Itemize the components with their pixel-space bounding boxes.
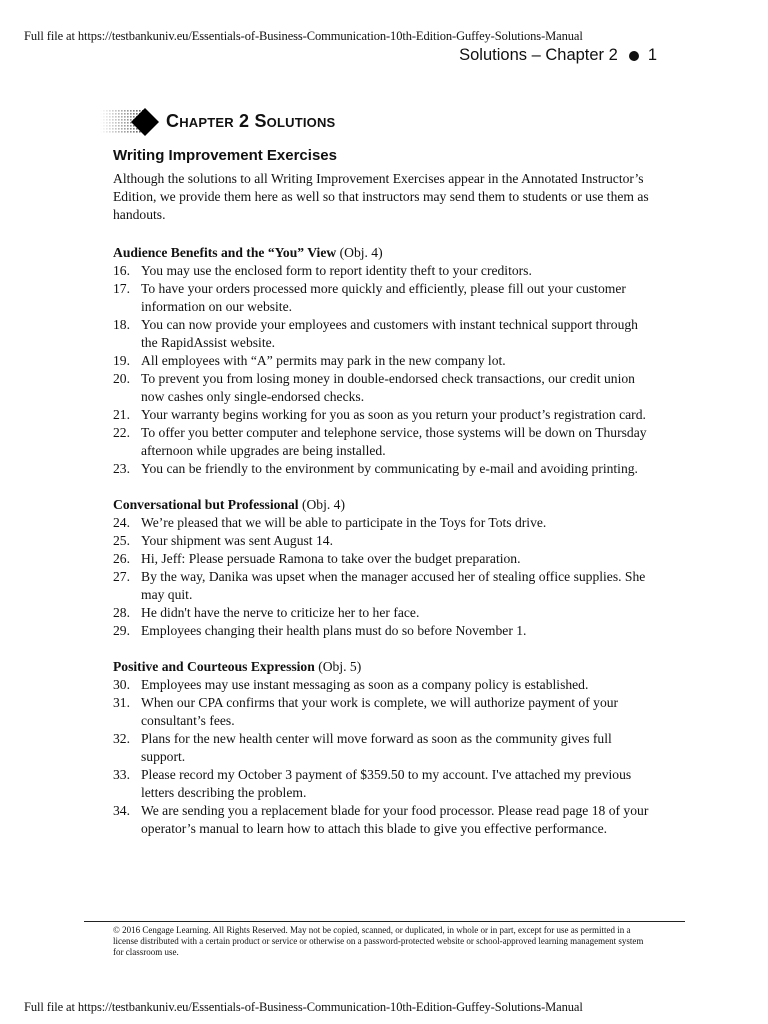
exercise-item (113, 550, 653, 568)
chapter-title: Chapter 2 Solutions (166, 110, 336, 131)
exercise-groups (113, 244, 653, 838)
exercise-number: 20. (113, 371, 130, 386)
source-url-header: Full file at https://testbankuniv.eu/Essentials-of-Business-Communication-10th-Edition-Guffey-Solutions-Manual (24, 29, 583, 43)
exercise-number: 29. (113, 623, 130, 638)
exercise-number: 31. (113, 695, 130, 710)
exercise-text: To prevent you from losing money in double-endorsed check transactions, our credit union now cashes only single-endorsed checks. (141, 371, 635, 404)
exercise-number: 32. (113, 731, 130, 746)
exercise-item (113, 568, 653, 604)
exercise-text: Employees may use instant messaging as soon as a company policy is established. (141, 677, 589, 692)
exercise-number: 23. (113, 461, 130, 476)
group-objective: (Obj. 4) (339, 245, 383, 260)
exercise-number: 25. (113, 533, 130, 548)
exercise-number: 19. (113, 353, 130, 368)
exercise-item (113, 316, 653, 352)
exercise-number: 17. (113, 281, 130, 296)
exercise-text: To have your orders processed more quickly and efficiently, please fill out your customer information on our website. (141, 281, 626, 314)
exercise-text: You can now provide your employees and customers with instant technical support through the RapidAssist website. (141, 317, 638, 350)
exercise-item (113, 730, 653, 766)
exercise-item (113, 352, 653, 370)
exercise-text: We’re pleased that we will be able to participate in the Toys for Tots drive. (141, 515, 547, 530)
exercise-number: 26. (113, 551, 130, 566)
exercise-text: To offer you better computer and telephone service, those systems will be down on Thursday afternoon while upgrades are being installed. (141, 425, 647, 458)
exercise-number: 21. (113, 407, 130, 422)
group-title (113, 244, 653, 262)
bullet-icon (629, 51, 639, 61)
exercise-number: 27. (113, 569, 130, 584)
running-head-label: Solutions – Chapter 2 (459, 46, 618, 64)
halftone-diamond-icon (100, 104, 160, 140)
group-title (113, 496, 653, 514)
group-title-text: Positive and Courteous Expression (113, 659, 315, 674)
exercise-number: 22. (113, 425, 130, 440)
page-number: 1 (647, 46, 657, 64)
exercise-item (113, 532, 653, 550)
exercise-number: 34. (113, 803, 130, 818)
exercise-item (113, 406, 653, 424)
exercise-number: 16. (113, 263, 130, 278)
exercise-text: Please record my October 3 payment of $359.50 to my account. I've attached my previous letters describing the problem. (141, 767, 632, 800)
exercise-item (113, 280, 653, 316)
group-title-text: Audience Benefits and the “You” View (113, 245, 337, 260)
exercise-group (113, 658, 653, 838)
exercise-number: 33. (113, 767, 130, 782)
exercise-text: When our CPA confirms that your work is complete, we will authorize payment of your consultant’s fees. (141, 695, 619, 728)
exercise-item (113, 694, 653, 730)
exercise-item (113, 460, 653, 478)
exercise-text: We are sending you a replacement blade for your food processor. Please read page 18 of your operator’s manual to learn how to attach this blade to give you effective performance. (141, 803, 649, 836)
group-title-text: Conversational but Professional (113, 497, 299, 512)
exercise-text: Your warranty begins working for you as soon as you return your product’s registration card. (141, 407, 646, 422)
exercise-item (113, 622, 653, 640)
exercise-number: 18. (113, 317, 130, 332)
exercise-item (113, 370, 653, 406)
exercise-text: By the way, Danika was upset when the manager accused her of stealing office supplies. She may quit. (141, 569, 646, 602)
page-body (113, 170, 653, 856)
exercise-item (113, 514, 653, 532)
exercise-number: 28. (113, 605, 130, 620)
exercise-item (113, 766, 653, 802)
exercise-text: Hi, Jeff: Please persuade Ramona to take over the budget preparation. (141, 551, 521, 566)
exercise-item (113, 424, 653, 460)
copyright-notice: © 2016 Cengage Learning. All Rights Reserved. May not be copied, scanned, or duplicated, in whole or in part, except for use as permitted in a license distributed with a certain product or service or otherwise on a password-protected website or school-approved learning management system for classroom use. (113, 925, 644, 957)
source-url-footer: Full file at https://testbankuniv.eu/Essentials-of-Business-Communication-10th-Edition-Guffey-Solutions-Manual (24, 1000, 583, 1014)
chapter-heading-block (100, 104, 335, 140)
group-objective: (Obj. 4) (301, 497, 345, 512)
exercise-text: All employees with “A” permits may park in the new company lot. (141, 353, 506, 368)
group-objective: (Obj. 5) (318, 659, 362, 674)
exercise-text: Plans for the new health center will move forward as soon as the community gives full support. (141, 731, 612, 764)
group-title (113, 658, 653, 676)
exercise-group (113, 496, 653, 640)
exercise-item (113, 262, 653, 280)
section-heading: Writing Improvement Exercises (113, 147, 337, 164)
exercise-text: He didn't have the nerve to criticize her to her face. (141, 605, 420, 620)
exercise-number: 30. (113, 677, 130, 692)
exercise-text: Your shipment was sent August 14. (141, 533, 333, 548)
exercise-item (113, 802, 653, 838)
exercise-item (113, 604, 653, 622)
footer-divider (84, 921, 685, 922)
intro-paragraph: Although the solutions to all Writing Improvement Exercises appear in the Annotated Instructor’s Edition, we provide them here as well so that instructors may send them to students or use them as handouts. (113, 171, 649, 222)
exercise-text: You can be friendly to the environment by communicating by e-mail and avoiding printing. (141, 461, 638, 476)
exercise-text: Employees changing their health plans must do so before November 1. (141, 623, 527, 638)
running-head (459, 46, 657, 65)
exercise-number: 24. (113, 515, 130, 530)
exercise-text: You may use the enclosed form to report identity theft to your creditors. (141, 263, 532, 278)
exercise-group (113, 244, 653, 478)
exercise-item (113, 676, 653, 694)
